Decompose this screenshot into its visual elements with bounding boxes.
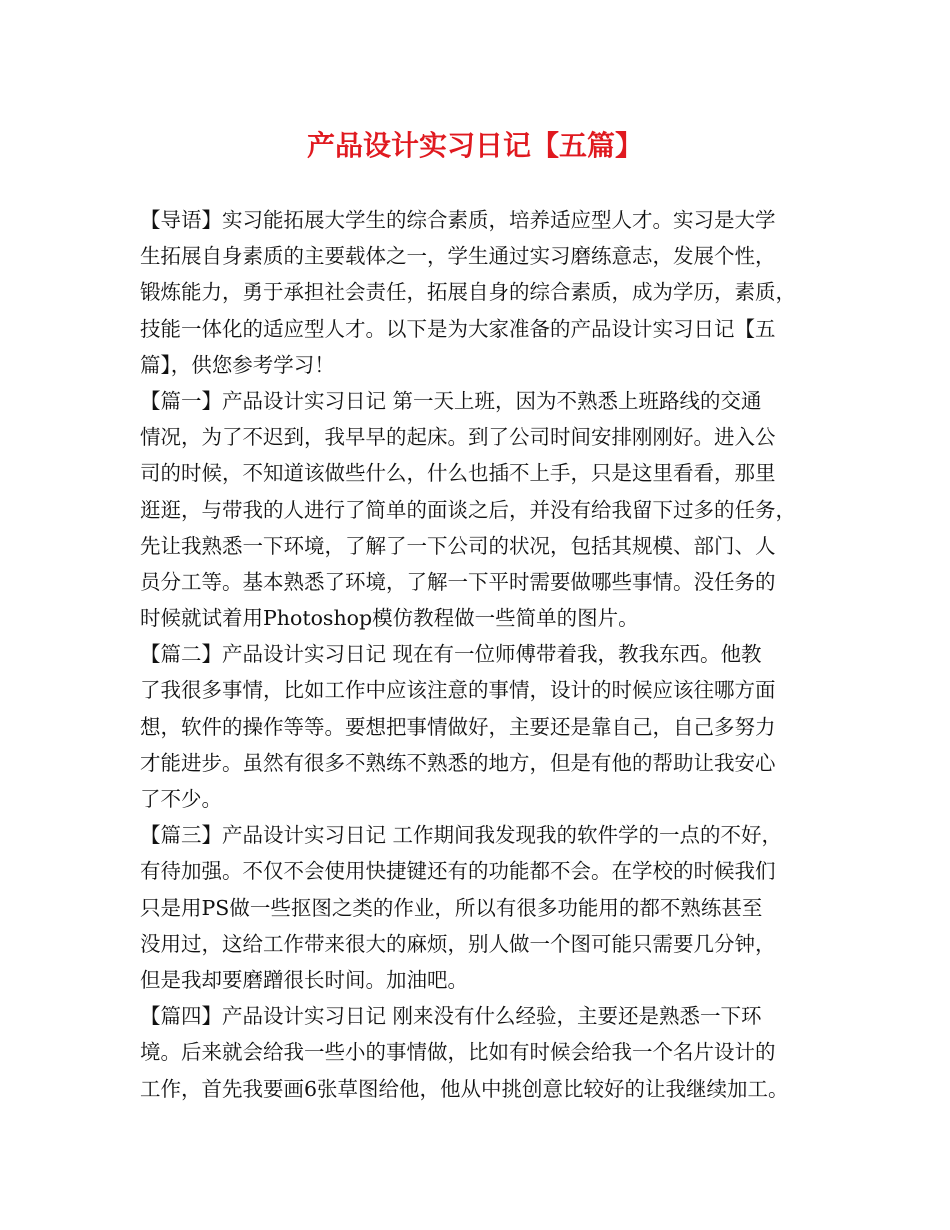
body-line: 【导语】实习能拓展大学生的综合素质，培养适应型人才。实习是大学 bbox=[140, 208, 776, 232]
body-line: 才能进步。虽然有很多不熟练不熟悉的地方，但是有他的帮助让我安心 bbox=[140, 750, 776, 775]
body-line: 生拓展自身素质的主要载体之一，学生通过实习磨练意志，发展个性， bbox=[140, 244, 776, 269]
body-line: 但是我却要磨蹭很长时间。加油吧。 bbox=[140, 967, 468, 992]
body-line: 工作，首先我要画6张草图给他，他从中挑创意比较好的让我继续加工。 bbox=[140, 1076, 789, 1101]
body-line: 技能一体化的适应型人才。以下是为大家准备的产品设计实习日记【五 bbox=[140, 316, 776, 341]
body-line: 了我很多事情，比如工作中应该注意的事情，设计的时候应该往哪方面 bbox=[140, 678, 776, 703]
body-line: 员分工等。基本熟悉了环境，了解一下平时需要做哪些事情。没任务的 bbox=[140, 569, 776, 594]
body-line: 没用过，这给工作带来很大的麻烦，别人做一个图可能只需要几分钟， bbox=[140, 931, 776, 956]
body-line: 司的时候，不知道该做些什么，什么也插不上手，只是这里看看，那里 bbox=[140, 461, 776, 486]
body-line: 境。后来就会给我一些小的事情做，比如有时候会给我一个名片设计的 bbox=[140, 1040, 776, 1065]
body-line: 只是用PS做一些抠图之类的作业，所以有很多功能用的都不熟练甚至 bbox=[140, 895, 763, 920]
body-line: 【篇一】产品设计实习日记 第一天上班，因为不熟悉上班路线的交通 bbox=[140, 388, 762, 413]
body-line: 有待加强。不仅不会使用快捷键还有的功能都不会。在学校的时候我们 bbox=[140, 859, 776, 884]
body-line: 篇】，供您参考学习！ bbox=[140, 352, 335, 377]
body-line: 了不少。 bbox=[140, 787, 222, 811]
body-line: 先让我熟悉一下环境，了解了一下公司的状况，包括其规模、部门、人 bbox=[140, 533, 776, 558]
body-line: 想，软件的操作等等。要想把事情做好，主要还是靠自己，自己多努力 bbox=[140, 714, 776, 739]
body-line: 【篇四】产品设计实习日记 刚来没有什么经验，主要还是熟悉一下环 bbox=[140, 1004, 762, 1029]
body-line: 情况，为了不迟到，我早早的起床。到了公司时间安排刚刚好。进入公 bbox=[140, 425, 776, 450]
body-line: 【篇三】产品设计实习日记 工作期间我发现我的软件学的一点的不好， bbox=[140, 823, 783, 848]
document-title: 产品设计实习日记【五篇】 bbox=[306, 129, 643, 162]
body-line: 时候就试着用Photoshop模仿教程做一些简单的图片。 bbox=[140, 606, 639, 631]
document-body bbox=[140, 202, 820, 1107]
body-line: 逛逛，与带我的人进行了简单的面谈之后，并没有给我留下过多的任务， bbox=[140, 497, 796, 522]
body-line: 锻炼能力，勇于承担社会责任，拓展自身的综合素质，成为学历，素质， bbox=[140, 280, 796, 305]
body-line: 【篇二】产品设计实习日记 现在有一位师傅带着我，教我东西。他教 bbox=[140, 642, 762, 667]
